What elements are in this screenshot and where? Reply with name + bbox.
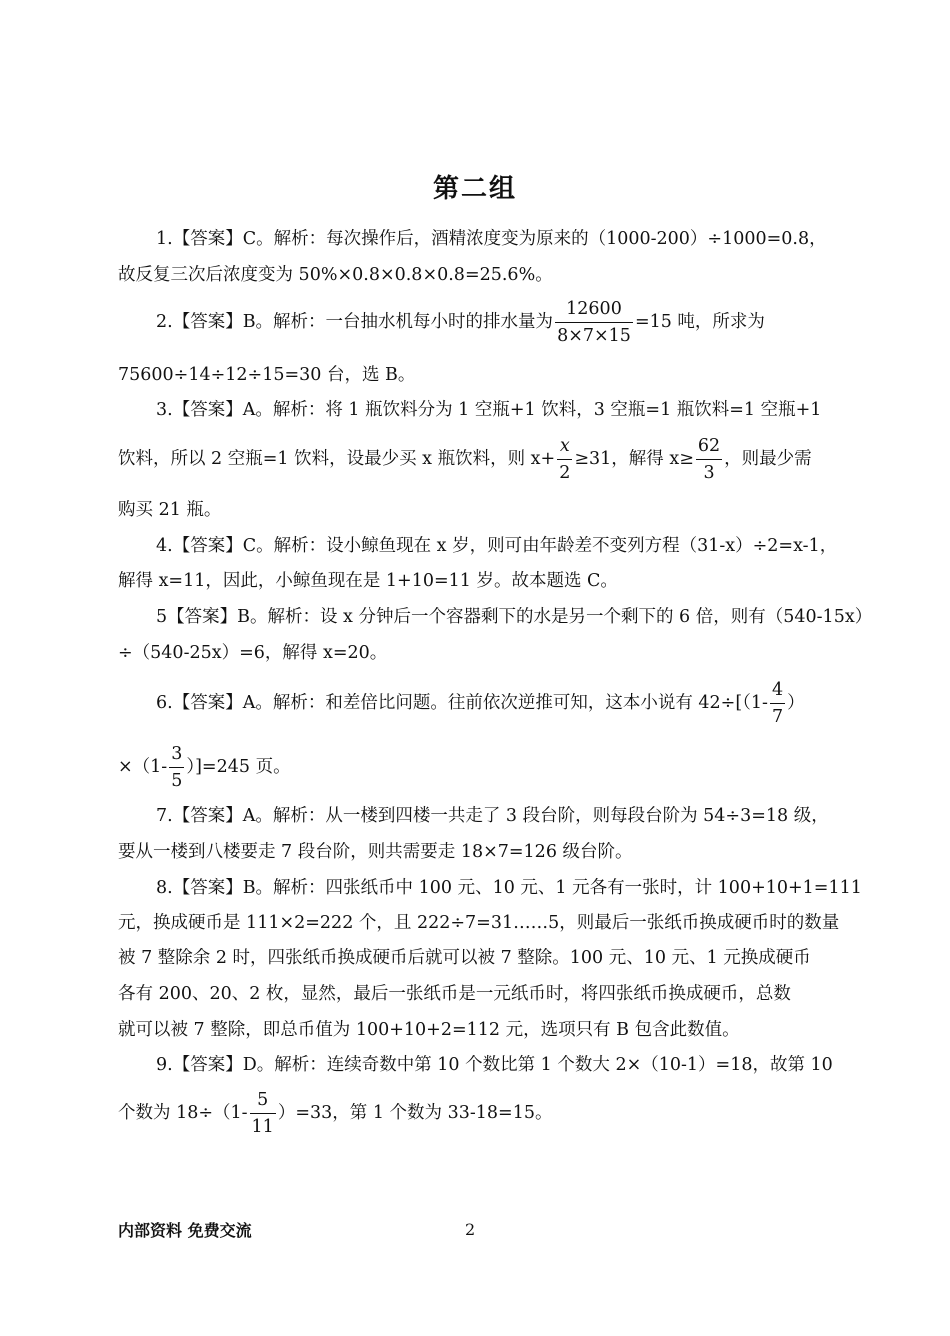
- q6-text-post-1: ）: [787, 693, 805, 713]
- q8-line-2: 元，换成硬币是 111×2=222 个，且 222÷7=31……5，则最后一张纸币换成硬币时的数量: [118, 913, 840, 933]
- q8-line-3: 被 7 整除余 2 时，四张纸币换成硬币后就可以被 7 整除。100 元、10 元、1 元换成硬币: [118, 948, 811, 968]
- q6-fraction-1-numerator: 4: [771, 680, 784, 700]
- q9-text-pre: 个数为 18÷（1-: [118, 1103, 248, 1123]
- q2-fraction-denominator: 8×7×15: [555, 322, 633, 349]
- q5-line-1: 5【答案】B。解析：设 x 分钟后一个容器剩下的水是另一个剩下的 6 倍，则有（540-15x）: [156, 607, 873, 627]
- q6-line-1: [156, 677, 805, 730]
- q9-line-1: 9.【答案】D。解析：连续奇数中第 10 个数比第 1 个数大 2×（10-1）=18，故第 10: [156, 1055, 833, 1075]
- q1-line-2: 故反复三次后浓度变为 50%×0.8×0.8×0.8=25.6%。: [118, 265, 553, 285]
- q6-fraction-2-numerator: 3: [171, 744, 183, 764]
- q6-fraction-1: [770, 677, 785, 730]
- q2-fraction: [555, 296, 633, 349]
- q2-text-pre: 2.【答案】B。解析：一台抽水机每小时的排水量为: [156, 312, 554, 332]
- q7-line-1: 7.【答案】A。解析：从一楼到四楼一共走了 3 段台阶，则每段台阶为 54÷3=18 级，: [156, 806, 829, 826]
- q3-text-mid: ≥31，解得 x≥: [574, 449, 694, 469]
- q9-text-post: ）=33，第 1 个数为 33-18=15。: [277, 1103, 553, 1123]
- q6-text-post-2: ）]=245 页。: [186, 757, 291, 777]
- q7-line-2: 要从一楼到八楼要走 7 段台阶，则共需要走 18×7=126 级台阶。: [118, 842, 633, 862]
- q9-fraction: [250, 1087, 276, 1140]
- q4-line-1: 4.【答案】C。解析：设小鲸鱼现在 x 岁，则可由年龄差不变列方程（31-x）÷2=x-1，: [156, 536, 838, 556]
- q8-line-5: 就可以被 7 整除，即总币值为 100+10+2=112 元，选项只有 B 包含此数值。: [118, 1020, 740, 1040]
- q8-line-1: 8.【答案】B。解析：四张纸币中 100 元、10 元、1 元各有一张时，计 100+10+1=111: [156, 878, 862, 898]
- q9-fraction-numerator: 5: [257, 1090, 269, 1110]
- footer-note: 内部资料 免费交流: [118, 1221, 252, 1240]
- q2-line-1: [156, 296, 765, 349]
- q3-fraction-1-numerator: x: [559, 436, 570, 456]
- q2-fraction-numerator: 12600: [566, 299, 622, 319]
- q3-text-pre: 饮料，所以 2 空瓶=1 饮料，设最少买 x 瓶饮料，则 x+: [118, 449, 556, 469]
- q5-line-2: ÷（540-25x）=6，解得 x=20。: [118, 643, 388, 663]
- q3-line-3: 购买 21 瓶。: [118, 500, 222, 520]
- q2-text-post: =15 吨，所求为: [634, 312, 765, 332]
- q3-fraction-2-numerator: 62: [697, 436, 721, 456]
- q6-line-2: [118, 741, 291, 794]
- q6-fraction-1-denominator: 7: [770, 703, 785, 730]
- q9-fraction-denominator: 11: [250, 1113, 276, 1140]
- q1-line-1: 1.【答案】C。解析：每次操作后，酒精浓度变为原来的（1000-200）÷1000=0.8，: [156, 229, 827, 249]
- q6-fraction-2: [169, 741, 184, 794]
- q6-fraction-2-denominator: 5: [169, 767, 184, 794]
- q3-line-2: [118, 433, 812, 486]
- page-number: 2: [465, 1220, 476, 1239]
- q2-line-2: 75600÷14÷12÷15=30 台，选 B。: [118, 365, 416, 385]
- q3-text-post: ，则最少需: [724, 449, 812, 469]
- q6-text-pre: 6.【答案】A。解析：和差倍比问题。往前依次逆推可知，这本小说有 42÷[（1-: [156, 693, 768, 713]
- q3-fraction-1: [557, 433, 572, 486]
- q3-fraction-2: [696, 433, 722, 486]
- q3-line-1: 3.【答案】A。解析：将 1 瓶饮料分为 1 空瓶+1 饮料，3 空瓶=1 瓶饮料=1 空瓶+1: [156, 400, 822, 420]
- page-title: 第二组: [432, 174, 517, 204]
- q4-line-2: 解得 x=11，因此，小鲸鱼现在是 1+10=11 岁。故本题选 C。: [118, 571, 618, 591]
- q8-line-4: 各有 200、20、2 枚，显然，最后一张纸币是一元纸币时，将四张纸币换成硬币，总数: [118, 984, 791, 1004]
- q3-fraction-2-denominator: 3: [696, 459, 722, 486]
- q3-fraction-1-denominator: 2: [557, 459, 572, 486]
- q6-text-pre-2: ×（1-: [118, 757, 168, 777]
- q9-line-2: [118, 1087, 552, 1140]
